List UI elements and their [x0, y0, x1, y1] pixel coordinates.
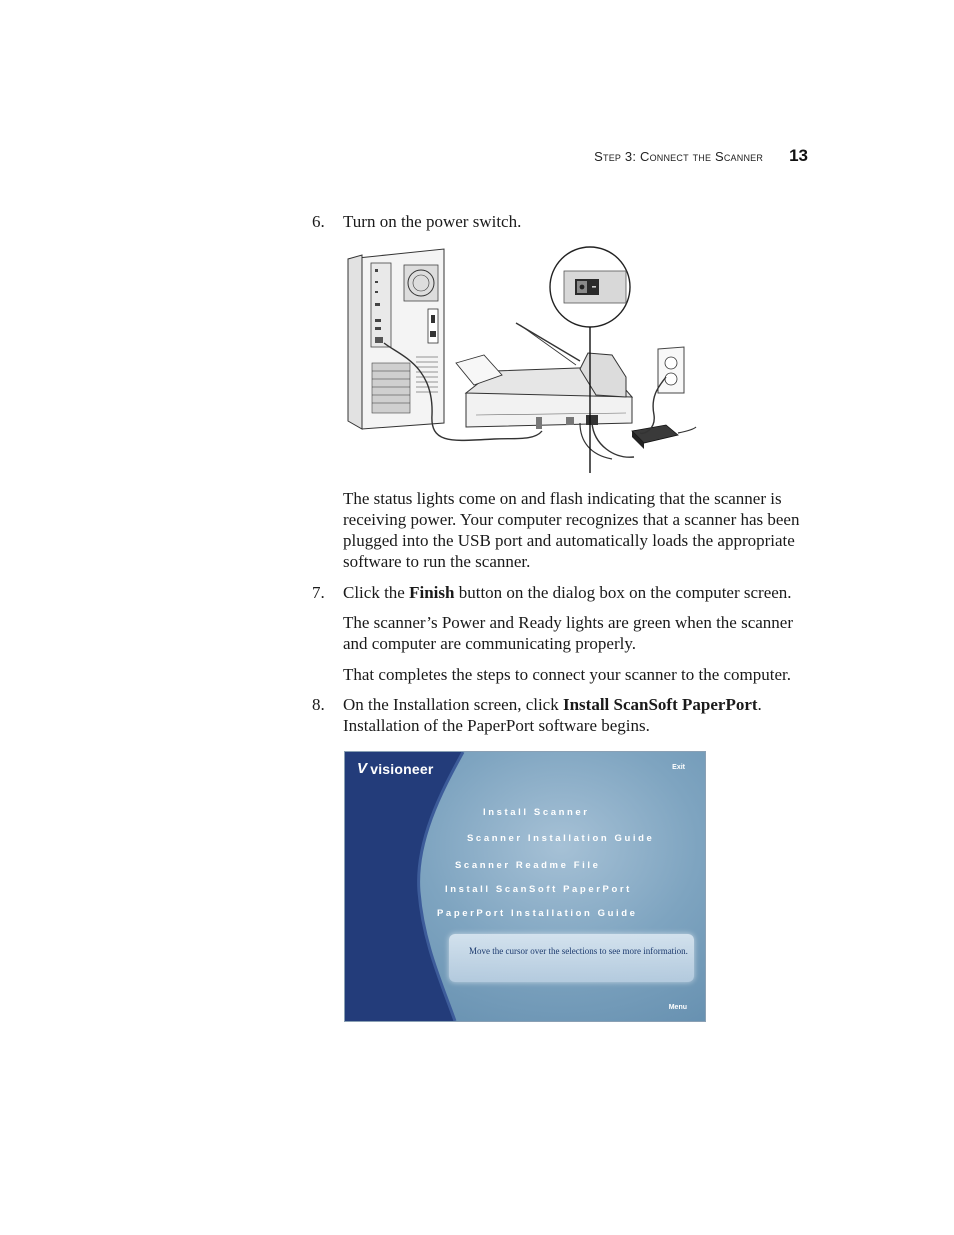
menu-link[interactable]: Menu: [668, 1004, 687, 1011]
step-number: 6.: [312, 212, 325, 231]
install-paperport-emphasis: Install ScanSoft PaperPort: [562, 695, 758, 714]
wall-outlet-icon: [640, 347, 684, 433]
complete-paragraph: That completes the steps to connect your scanner to the computer.: [343, 665, 792, 684]
finish-emphasis: Finish: [409, 583, 455, 602]
step-text: Turn on the power switch.: [343, 212, 522, 231]
exit-link[interactable]: Exit: [672, 764, 685, 771]
step-text-part: Click the: [343, 583, 410, 602]
step-number: 7.: [312, 583, 325, 602]
info-text: Move the cursor over the selections to see more information.: [469, 946, 688, 956]
installation-screen: [344, 751, 706, 1022]
page-number: 13: [789, 146, 808, 165]
header-title: Step 3: Connect the Scanner: [594, 149, 764, 164]
lights-paragraph: The scanner’s Power and Ready lights are green when the scanner and computer are communicating properly.: [343, 613, 794, 653]
menu-install-scanner[interactable]: Install Scanner: [483, 807, 590, 818]
step-text-part: . Installation of the PaperPort software begins.: [343, 695, 762, 735]
step-text: [343, 582, 813, 603]
visioneer-logo: [357, 760, 434, 777]
step-text: [343, 694, 813, 736]
visioneer-logo-icon: V: [357, 760, 368, 777]
power-adapter-icon: [632, 425, 696, 449]
menu-paperport-installation-guide[interactable]: PaperPort Installation Guide: [437, 908, 638, 919]
step-number: 8.: [312, 695, 325, 714]
menu-scanner-readme-file[interactable]: Scanner Readme File: [455, 860, 601, 871]
status-paragraph: The status lights come on and flash indicating that the scanner is receiving power. Your computer recognizes that a scanner has been plugged into the USB port and automatically loads the appropriate software to run the scanner.: [343, 489, 800, 571]
step-text-part: On the Installation screen, click: [343, 695, 563, 714]
running-header: [594, 146, 808, 170]
power-switch-callout: [550, 247, 630, 473]
computer-tower-icon: [348, 249, 444, 429]
connection-illustration: [344, 245, 700, 475]
menu-install-scansoft-paperport[interactable]: Install ScanSoft PaperPort: [445, 884, 632, 895]
logo-text: visioneer: [370, 760, 434, 777]
info-box: [449, 934, 694, 982]
step-text-part: button on the dialog box on the computer screen.: [454, 583, 792, 602]
menu-scanner-installation-guide[interactable]: Scanner Installation Guide: [467, 833, 655, 844]
scanner-icon: [456, 323, 632, 429]
